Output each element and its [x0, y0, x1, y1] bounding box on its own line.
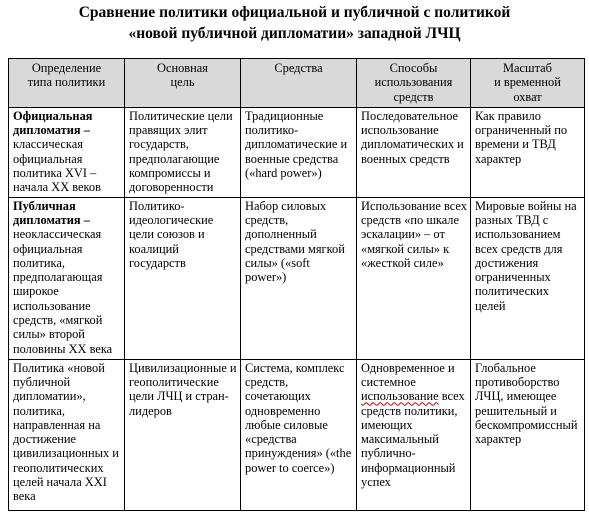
cell-methods: Последовательное использование дипломатических и военных средств: [357, 107, 471, 197]
cell-means: Набор силовых средств, дополненный средствами мягкой силы» («soft power»): [241, 197, 357, 359]
header-scale: Масштаб и временной охват: [471, 59, 585, 108]
methods-text-start: Одновременное и системное: [361, 360, 455, 389]
cell-scale: Глобальное противоборство ЛЧЦ, имеющее решительный и бескомпромиссный характер: [471, 359, 585, 510]
cell-scale: Как правило ограниченный по времени и ТВД характер: [471, 107, 585, 197]
header-policy-type: Определение типа политики: [9, 59, 125, 108]
table-row: [9, 359, 585, 510]
methods-text-end: всех средств политики, имеющих максимальный публично-информационный успех: [361, 389, 465, 490]
header-main-goal: Основная цель: [125, 59, 241, 108]
cell-means: Традиционные политико-дипломатические и военные средства («hard power»): [241, 107, 357, 197]
title-line-1: Сравнение политики официальной и публичной с политикой: [78, 4, 511, 21]
cell-methods: [357, 359, 471, 510]
policy-type-description: неоклассическая официальная политика, предполагающая широкое использование средств, «мягкой силы» второй половины XX века: [13, 227, 113, 356]
cell-policy-type: [9, 107, 125, 197]
title-line-2: «новой публичной дипломатии» западной ЛЧЦ: [128, 25, 461, 42]
comparison-table: [8, 58, 585, 511]
cell-goal: Политические цели правящих элит государств, предполагающие компромиссы и договоренности: [125, 107, 241, 197]
header-methods: Способы использования средств: [357, 59, 471, 108]
cell-scale: Мировые войны на разных ТВД с использованием всех средств для достижения ограниченных политических целей: [471, 197, 585, 359]
spellcheck-flagged-word: использование: [361, 389, 439, 404]
cell-policy-type: [9, 197, 125, 359]
header-means: Средства: [241, 59, 357, 108]
table-row: [9, 197, 585, 359]
table-row: [9, 107, 585, 197]
document-title: [0, 2, 589, 44]
cell-goal: Цивилизационные и геополитические цели ЛЧЦ и стран-лидеров: [125, 359, 241, 510]
cell-means: Система, комплекс средств, сочетающих одновременно любые силовые «средства принуждения» («the power to coerce»): [241, 359, 357, 510]
table-header-row: [9, 59, 585, 108]
cell-goal: Политико-идеологические цели союзов и коалиций государств: [125, 197, 241, 359]
cell-policy-type: [9, 359, 125, 510]
policy-type-lead: Публичная дипломатия –: [13, 198, 90, 227]
policy-type-description: Политика «новой публичной дипломатии», политика, направленная на достижение цивилизационных и геополитических целей начала XXI века: [13, 360, 119, 504]
policy-type-lead: Официальная дипломатия –: [13, 108, 93, 138]
policy-type-description: классическая официальная политика XVI – начала XX веков: [13, 137, 101, 195]
cell-methods: Использование всех средств «по шкале эскалации» – от «мягкой силы» к «жесткой силе»: [357, 197, 471, 359]
